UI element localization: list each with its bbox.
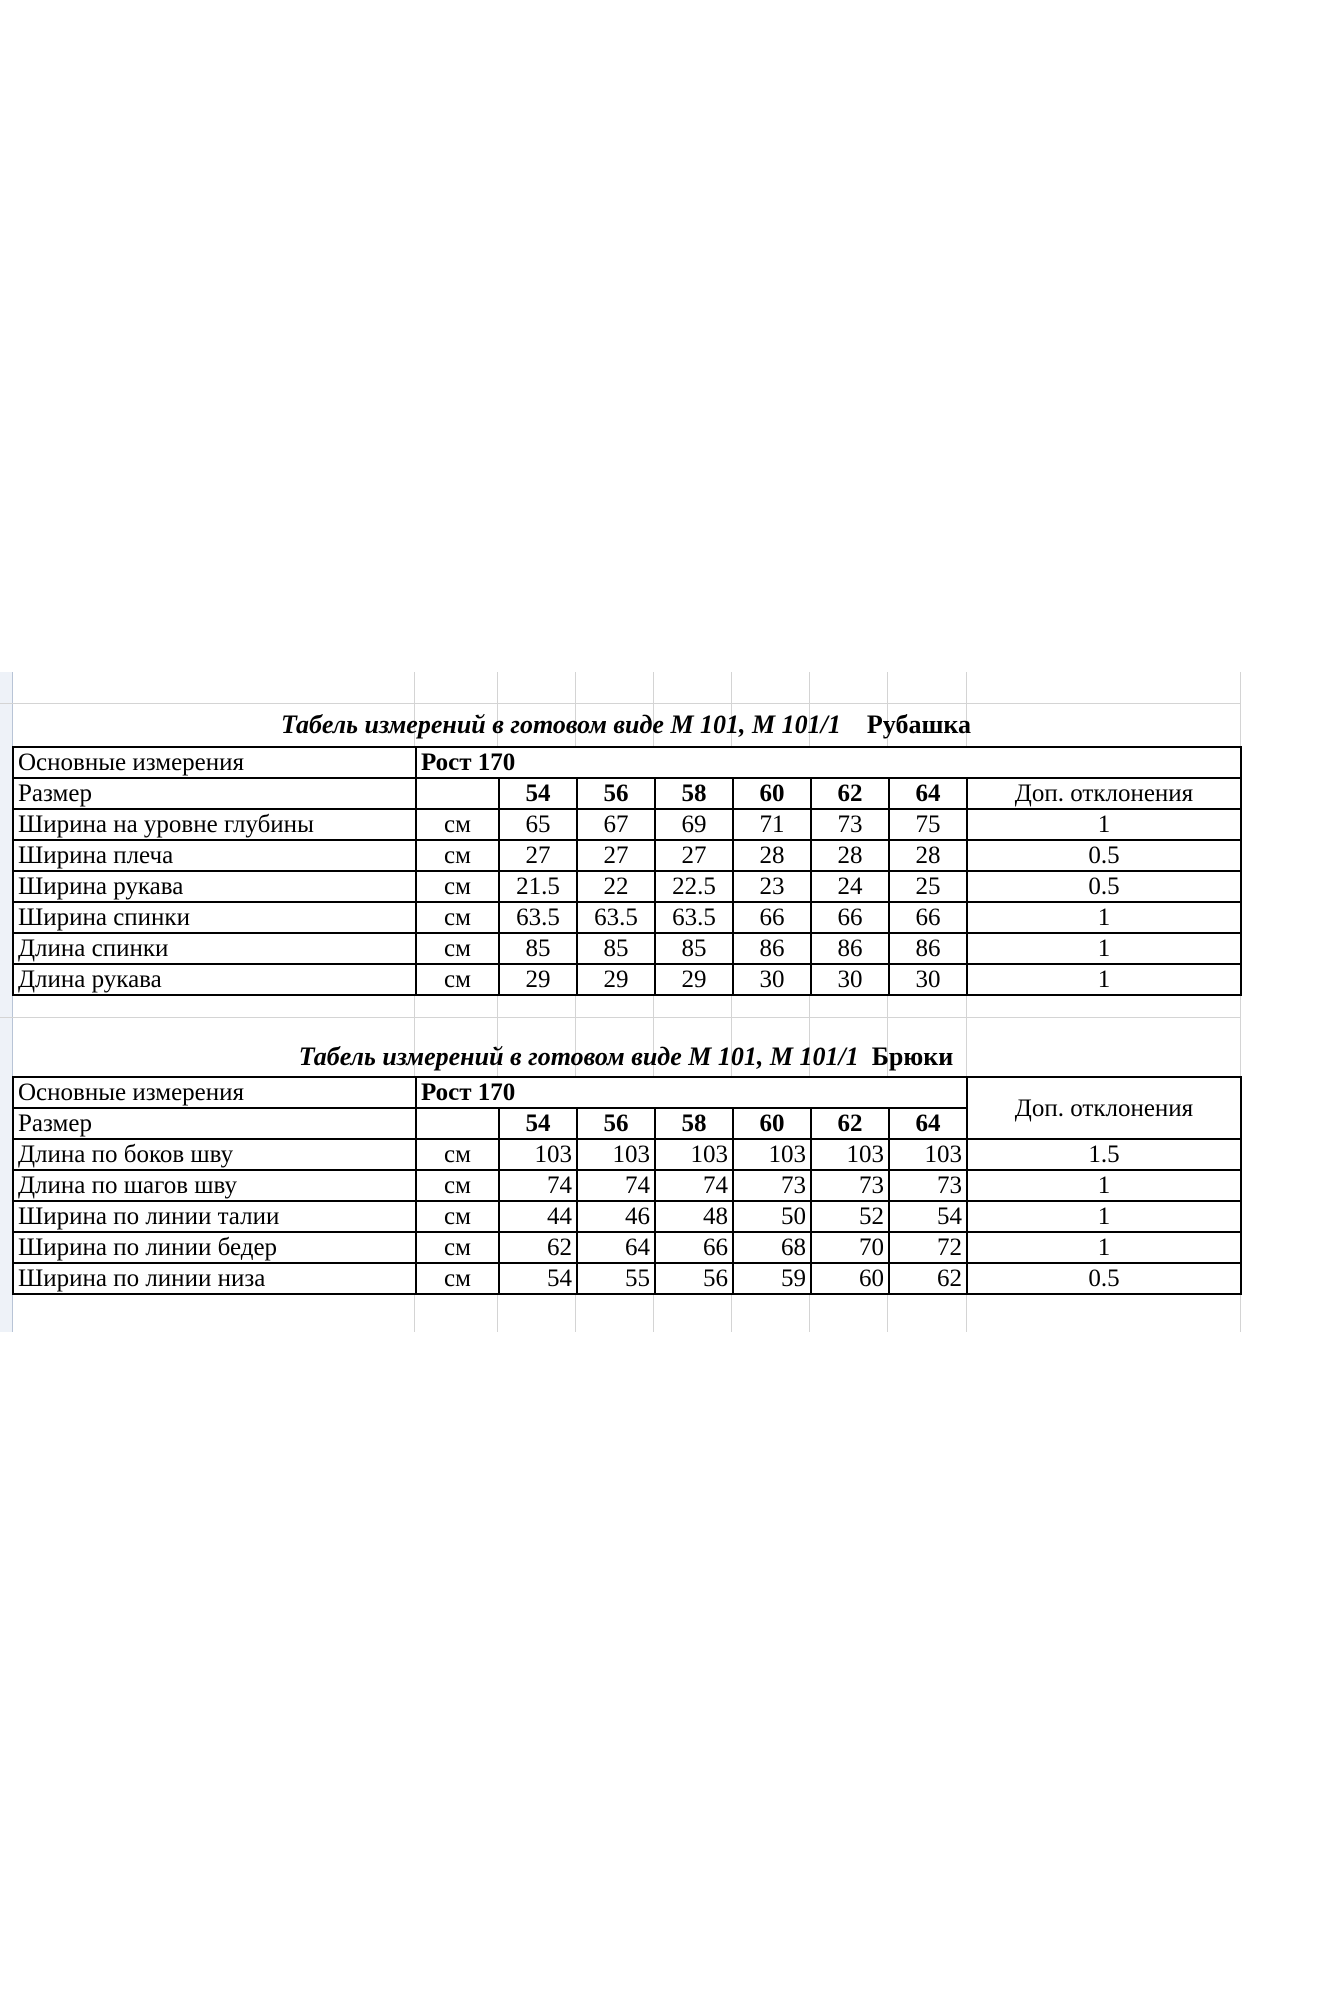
- value-cell: 74: [499, 1170, 577, 1201]
- value-cell: 62: [889, 1263, 967, 1294]
- size-header: 58: [655, 1108, 733, 1139]
- value-cell: 74: [655, 1170, 733, 1201]
- value-cell: 52: [811, 1201, 889, 1232]
- measurement-name: Ширина рукава: [13, 871, 416, 902]
- measurement-name: Длина по боков шву: [13, 1139, 416, 1170]
- value-cell: 25: [889, 871, 967, 902]
- trousers-table-title: [12, 1040, 1240, 1074]
- measurement-name: Ширина на уровне глубины: [13, 809, 416, 840]
- value-cell: 29: [655, 964, 733, 995]
- value-cell: 22: [577, 871, 655, 902]
- value-cell: 44: [499, 1201, 577, 1232]
- value-cell: 62: [499, 1232, 577, 1263]
- value-cell: 73: [811, 1170, 889, 1201]
- unit-cell: см: [416, 1263, 499, 1294]
- size-header: 58: [655, 778, 733, 809]
- size-header: 60: [733, 1108, 811, 1139]
- table-row: [13, 1232, 1241, 1263]
- tolerance-cell: 1: [967, 964, 1241, 995]
- value-cell: 103: [889, 1139, 967, 1170]
- value-cell: 27: [655, 840, 733, 871]
- value-cell: 55: [577, 1263, 655, 1294]
- size-label: Размер: [13, 778, 416, 809]
- size-header: 64: [889, 1108, 967, 1139]
- size-header: 56: [577, 1108, 655, 1139]
- tolerance-cell: 1: [967, 1201, 1241, 1232]
- shirt-measurements-table: [12, 746, 1242, 996]
- shirt-title-item: Рубашка: [866, 710, 971, 739]
- tolerance-cell: 1: [967, 809, 1241, 840]
- size-header: 64: [889, 778, 967, 809]
- value-cell: 54: [889, 1201, 967, 1232]
- value-cell: 64: [577, 1232, 655, 1263]
- spreadsheet-area: [0, 672, 1333, 1332]
- value-cell: 23: [733, 871, 811, 902]
- value-cell: 63.5: [499, 902, 577, 933]
- value-cell: 54: [499, 1263, 577, 1294]
- gridline: [0, 1017, 1240, 1018]
- value-cell: 63.5: [655, 902, 733, 933]
- value-cell: 86: [811, 933, 889, 964]
- tolerance-cell: 0.5: [967, 871, 1241, 902]
- height-label: Рост 170: [416, 1077, 967, 1108]
- table-row: [13, 902, 1241, 933]
- value-cell: 103: [733, 1139, 811, 1170]
- size-label: Размер: [13, 1108, 416, 1139]
- value-cell: 73: [889, 1170, 967, 1201]
- measurement-name: Ширина по линии талии: [13, 1201, 416, 1232]
- empty-cell: [416, 1108, 499, 1139]
- tolerance-cell: 1: [967, 933, 1241, 964]
- value-cell: 75: [889, 809, 967, 840]
- value-cell: 85: [499, 933, 577, 964]
- unit-cell: см: [416, 964, 499, 995]
- value-cell: 103: [499, 1139, 577, 1170]
- value-cell: 50: [733, 1201, 811, 1232]
- table-row: [13, 1170, 1241, 1201]
- value-cell: 48: [655, 1201, 733, 1232]
- value-cell: 56: [655, 1263, 733, 1294]
- unit-cell: см: [416, 933, 499, 964]
- unit-cell: см: [416, 902, 499, 933]
- value-cell: 27: [577, 840, 655, 871]
- main-measurements-header: Основные измерения: [13, 1077, 416, 1108]
- size-header: 62: [811, 778, 889, 809]
- value-cell: 103: [655, 1139, 733, 1170]
- value-cell: 66: [655, 1232, 733, 1263]
- unit-cell: см: [416, 840, 499, 871]
- unit-cell: см: [416, 1201, 499, 1232]
- main-measurements-header: Основные измерения: [13, 747, 416, 778]
- value-cell: 22.5: [655, 871, 733, 902]
- value-cell: 27: [499, 840, 577, 871]
- value-cell: 65: [499, 809, 577, 840]
- table-row: [13, 840, 1241, 871]
- value-cell: 29: [577, 964, 655, 995]
- gridline: [0, 703, 1240, 704]
- table-row: [13, 747, 1241, 778]
- value-cell: 103: [577, 1139, 655, 1170]
- value-cell: 67: [577, 809, 655, 840]
- table-row: [13, 933, 1241, 964]
- unit-cell: см: [416, 1139, 499, 1170]
- table-row: [13, 964, 1241, 995]
- measurement-name: Длина по шагов шву: [13, 1170, 416, 1201]
- tolerance-cell: 1.5: [967, 1139, 1241, 1170]
- table-row: [13, 1201, 1241, 1232]
- unit-cell: см: [416, 809, 499, 840]
- measurement-name: Длина спинки: [13, 933, 416, 964]
- value-cell: 28: [733, 840, 811, 871]
- table-row: [13, 1263, 1241, 1294]
- value-cell: 63.5: [577, 902, 655, 933]
- value-cell: 74: [577, 1170, 655, 1201]
- value-cell: 24: [811, 871, 889, 902]
- empty-cell: [416, 778, 499, 809]
- shirt-title-prefix: Табель измерений в готовом виде М 101, М 101/1: [281, 710, 841, 739]
- value-cell: 28: [889, 840, 967, 871]
- unit-cell: см: [416, 871, 499, 902]
- value-cell: 86: [733, 933, 811, 964]
- size-header: 56: [577, 778, 655, 809]
- value-cell: 68: [733, 1232, 811, 1263]
- tolerance-header: Доп. отклонения: [967, 1077, 1241, 1139]
- tolerance-cell: 0.5: [967, 1263, 1241, 1294]
- value-cell: 60: [811, 1263, 889, 1294]
- tolerance-cell: 1: [967, 1170, 1241, 1201]
- value-cell: 46: [577, 1201, 655, 1232]
- size-header: 54: [499, 778, 577, 809]
- value-cell: 71: [733, 809, 811, 840]
- value-cell: 30: [811, 964, 889, 995]
- tolerance-cell: 0.5: [967, 840, 1241, 871]
- height-label: Рост 170: [416, 747, 1241, 778]
- trousers-measurements-table: [12, 1076, 1242, 1295]
- table-row: [13, 1139, 1241, 1170]
- measurement-name: Ширина плеча: [13, 840, 416, 871]
- value-cell: 66: [889, 902, 967, 933]
- measurement-name: Ширина по линии бедер: [13, 1232, 416, 1263]
- value-cell: 30: [733, 964, 811, 995]
- value-cell: 30: [889, 964, 967, 995]
- size-header: 54: [499, 1108, 577, 1139]
- value-cell: 85: [577, 933, 655, 964]
- unit-cell: см: [416, 1170, 499, 1201]
- value-cell: 59: [733, 1263, 811, 1294]
- value-cell: 66: [811, 902, 889, 933]
- value-cell: 69: [655, 809, 733, 840]
- measurement-name: Длина рукава: [13, 964, 416, 995]
- value-cell: 28: [811, 840, 889, 871]
- value-cell: 21.5: [499, 871, 577, 902]
- shirt-table-title: [12, 708, 1240, 742]
- value-cell: 86: [889, 933, 967, 964]
- value-cell: 73: [811, 809, 889, 840]
- tolerance-cell: 1: [967, 1232, 1241, 1263]
- value-cell: 29: [499, 964, 577, 995]
- size-header: 62: [811, 1108, 889, 1139]
- unit-cell: см: [416, 1232, 499, 1263]
- table-row: [13, 1077, 1241, 1108]
- trousers-title-prefix: Табель измерений в готовом виде М 101, М 101/1: [298, 1042, 859, 1071]
- measurement-name: Ширина спинки: [13, 902, 416, 933]
- value-cell: 66: [733, 902, 811, 933]
- tolerance-cell: 1: [967, 902, 1241, 933]
- value-cell: 72: [889, 1232, 967, 1263]
- table-row: [13, 809, 1241, 840]
- table-row: [13, 871, 1241, 902]
- value-cell: 85: [655, 933, 733, 964]
- value-cell: 103: [811, 1139, 889, 1170]
- measurement-name: Ширина по линии низа: [13, 1263, 416, 1294]
- value-cell: 70: [811, 1232, 889, 1263]
- size-header: 60: [733, 778, 811, 809]
- value-cell: 73: [733, 1170, 811, 1201]
- trousers-title-item: Брюки: [871, 1042, 954, 1071]
- tolerance-header: Доп. отклонения: [967, 778, 1241, 809]
- table-row: [13, 778, 1241, 809]
